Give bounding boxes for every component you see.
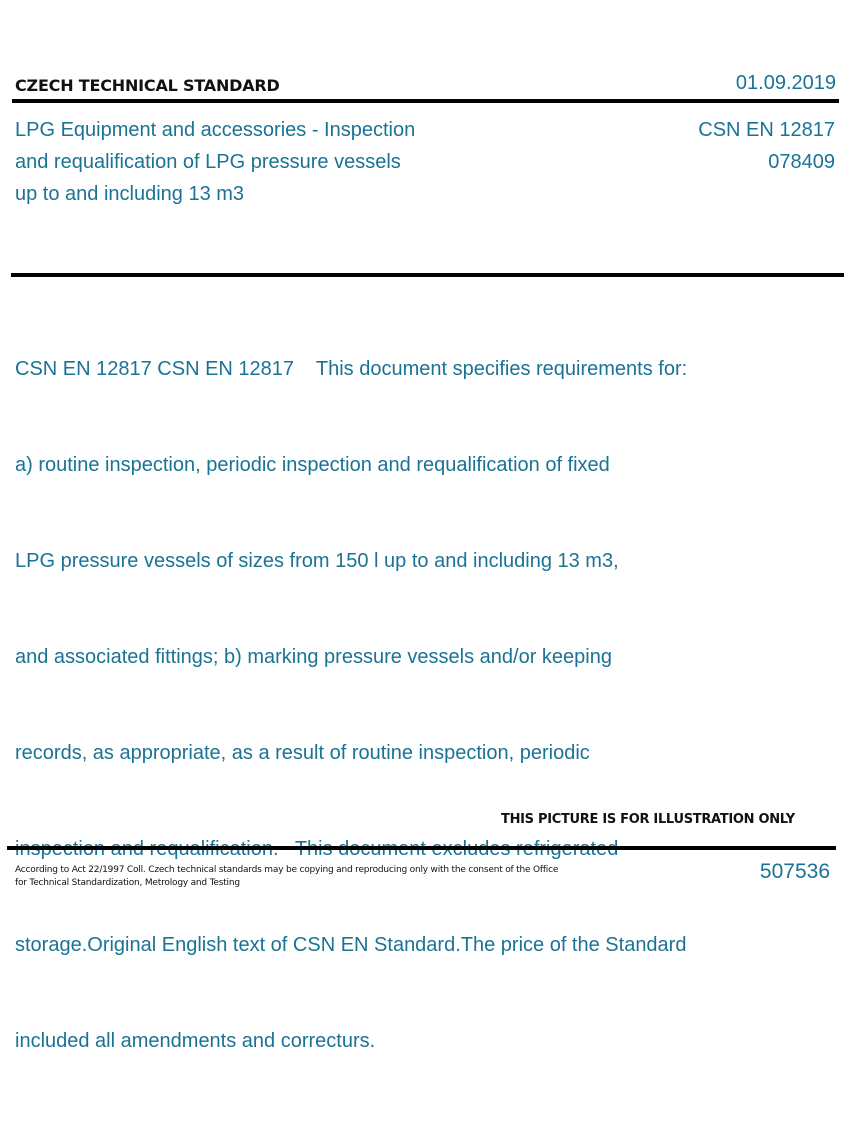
title-line: LPG Equipment and accessories - Inspection bbox=[15, 119, 416, 141]
abstract-line: included all amendments and correcturs. bbox=[15, 1030, 376, 1052]
illustration-disclaimer: THIS PICTURE IS FOR ILLUSTRATION ONLY bbox=[501, 812, 795, 827]
legal-notice bbox=[15, 864, 590, 890]
title-divider bbox=[11, 273, 844, 277]
legal-line: for Technical Standardization, Metrology and Testing bbox=[15, 878, 240, 888]
abstract-line: LPG pressure vessels of sizes from 150 l up to and including 13 m3, bbox=[15, 550, 619, 572]
abstract-line: and associated fittings; b) marking pressure vessels and/or keeping bbox=[15, 646, 612, 668]
document-type-label: CZECH TECHNICAL STANDARD bbox=[15, 76, 280, 95]
standard-codes bbox=[698, 114, 835, 178]
standard-title bbox=[15, 114, 475, 210]
document-number: 507536 bbox=[759, 860, 830, 883]
abstract-line: storage.Original English text of CSN EN Standard.The price of the Standard bbox=[15, 934, 687, 956]
abstract-line: records, as appropriate, as a result of routine inspection, periodic bbox=[15, 742, 590, 764]
abstract-line: CSN EN 12817 CSN EN 12817 This document specifies requirements for: bbox=[15, 358, 688, 380]
title-line: and requalification of LPG pressure vessels bbox=[15, 151, 401, 173]
standard-code: CSN EN 12817 bbox=[698, 119, 835, 141]
abstract-line: a) routine inspection, periodic inspection and requalification of fixed bbox=[15, 454, 610, 476]
footer-divider bbox=[7, 846, 836, 850]
title-line: up to and including 13 m3 bbox=[15, 183, 245, 205]
publication-date: 01.09.2019 bbox=[735, 72, 836, 94]
legal-line: According to Act 22/1997 Coll. Czech technical standards may be copying and reproducing only with the consent of the Office bbox=[15, 865, 559, 875]
catalog-number: 078409 bbox=[768, 151, 835, 173]
header-divider bbox=[12, 99, 839, 103]
standard-abstract bbox=[15, 289, 750, 1121]
